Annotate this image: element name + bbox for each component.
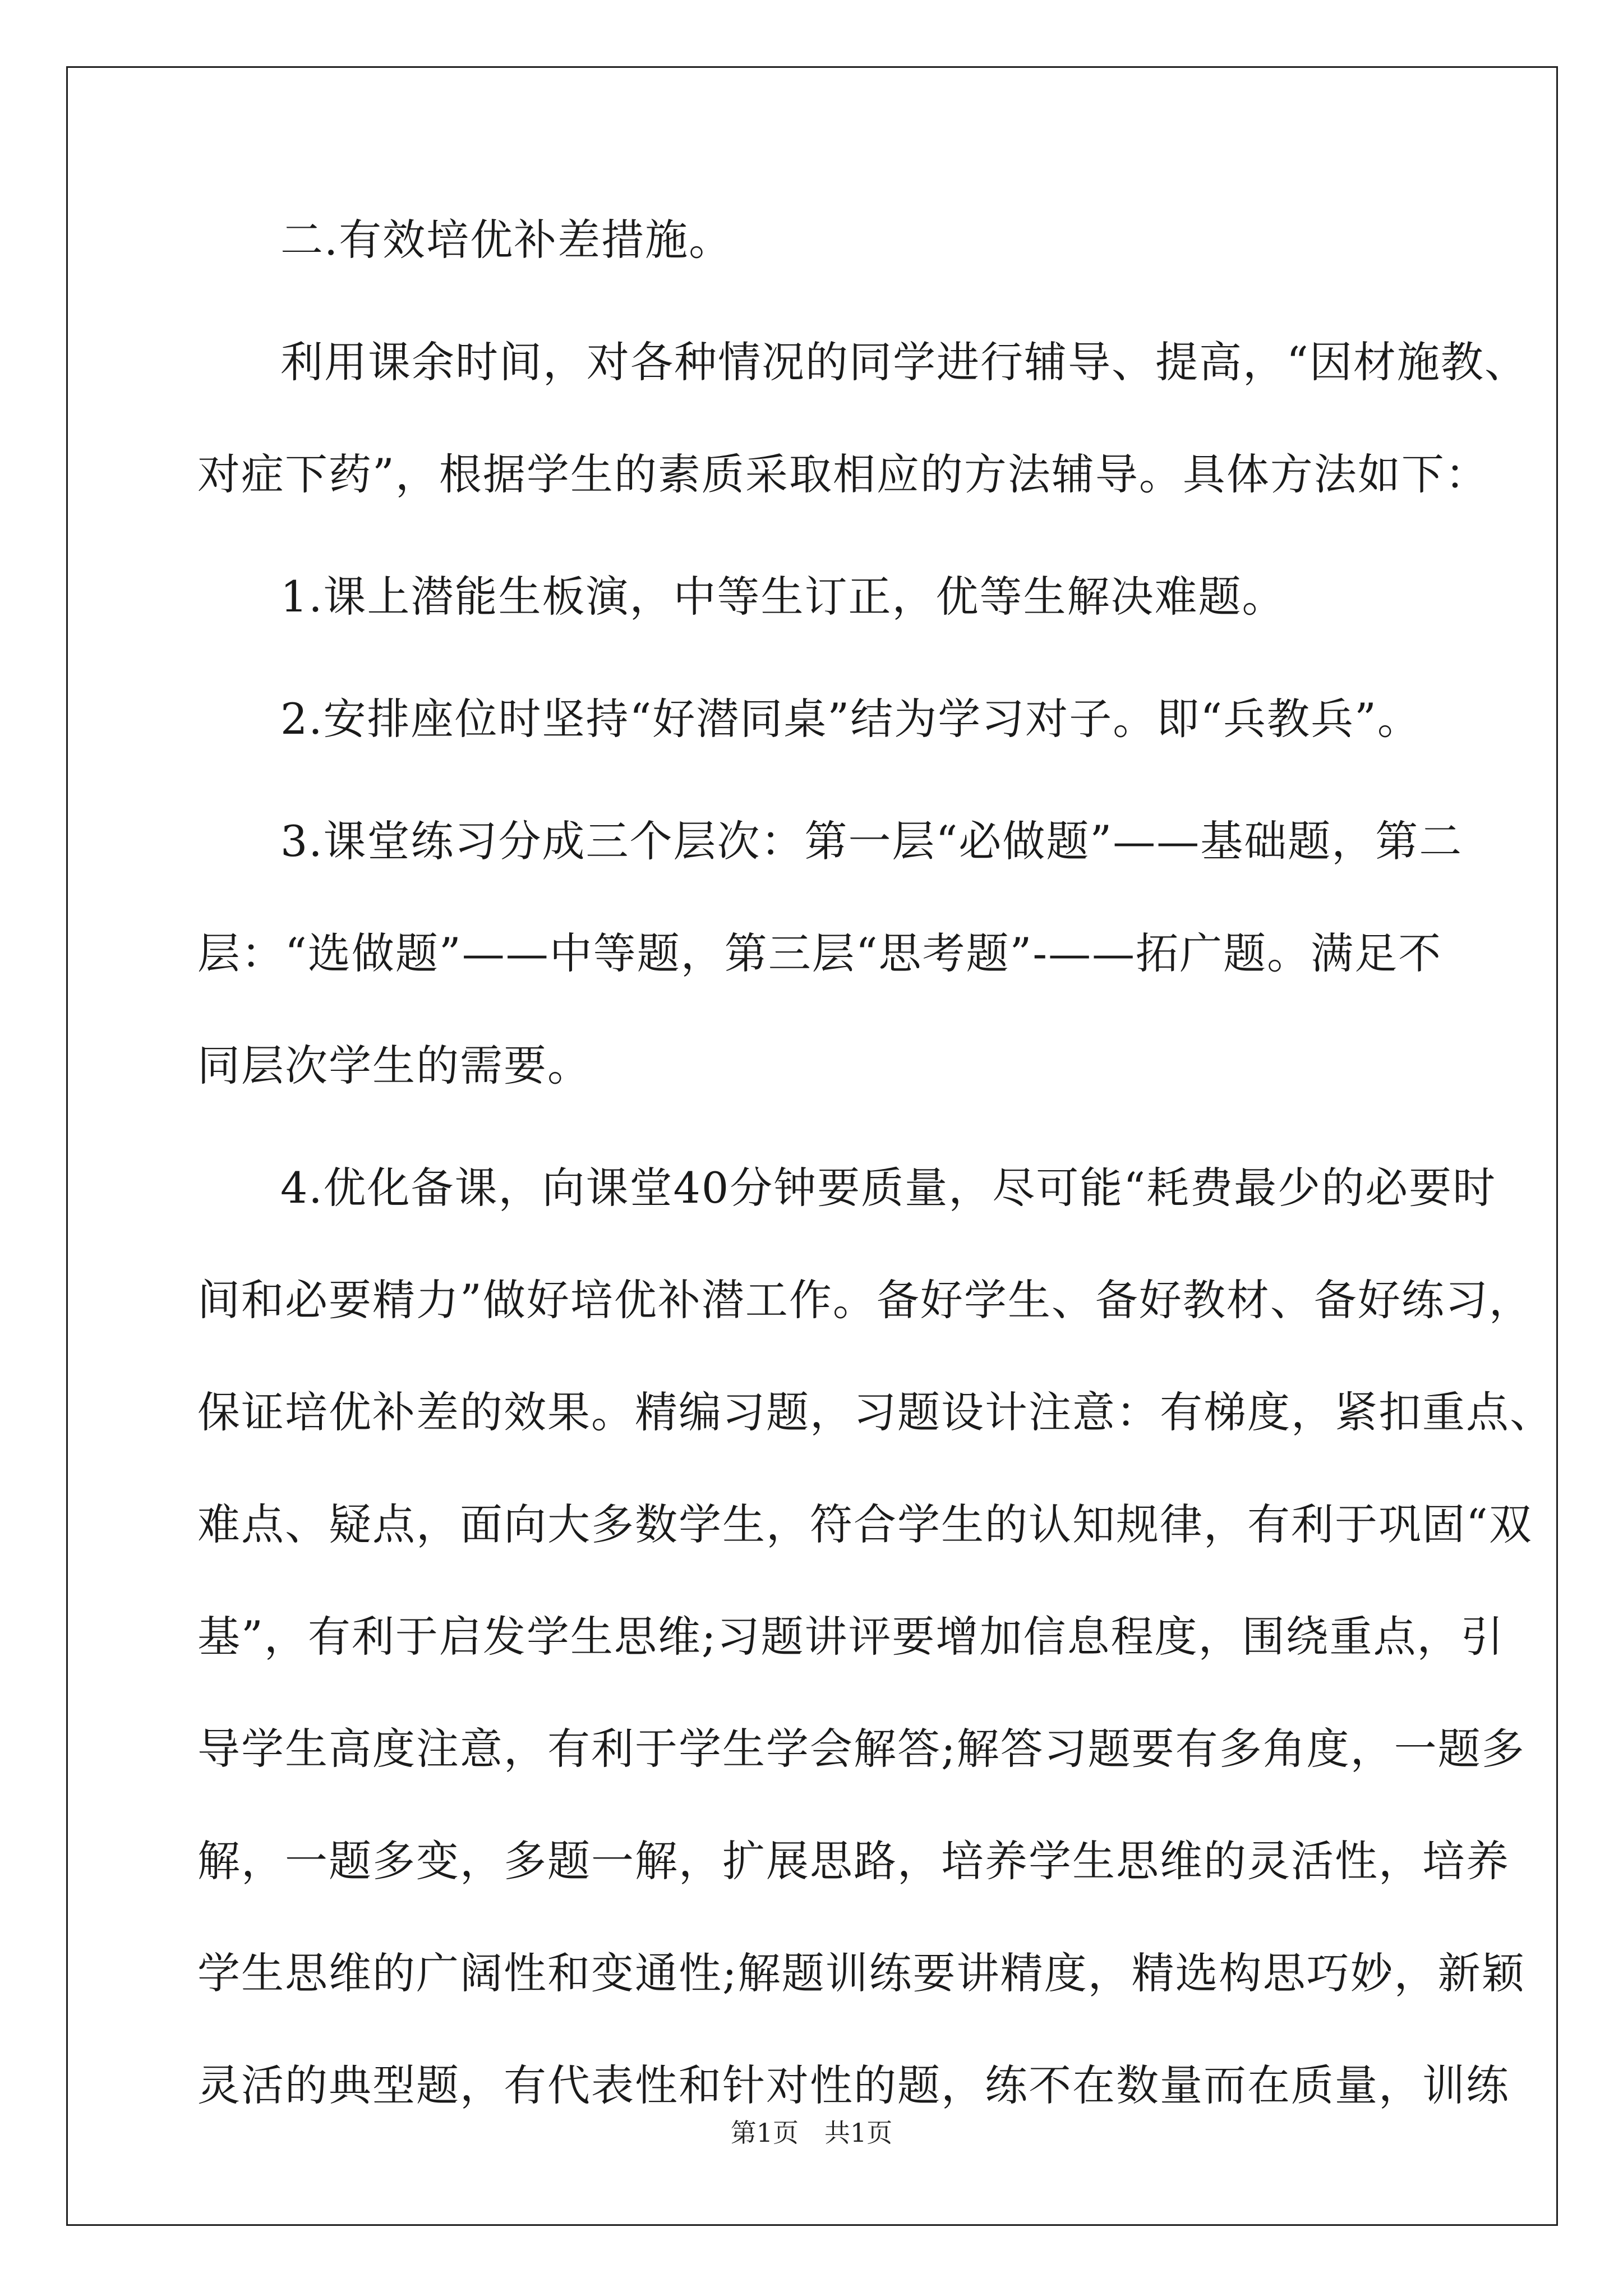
paragraph-line: 对症下药”，根据学生的素质采取相应的方法辅导。具体方法如下： — [197, 449, 1489, 499]
paragraph-line: 2.安排座位时坚持“好潜同桌”结为学习对子。即“兵教兵”。 — [280, 694, 1421, 744]
paragraph-line: 难点、疑点，面向大多数学生，符合学生的认知规律，有利于巩固“双 — [197, 1499, 1533, 1549]
paragraph-line: 3.课堂练习分成三个层次：第一层“必做题”——基础题，第二 — [280, 816, 1463, 866]
section-heading: 二.有效培优补差措施。 — [280, 215, 733, 265]
paragraph-line: 层：“选做题”——中等题，第三层“思考题”-——拓广题。满足不 — [197, 928, 1442, 978]
paragraph-line: 1.课上潜能生板演，中等生订正，优等生解决难题。 — [280, 572, 1286, 622]
paragraph-line: 基”，有利于启发学生思维;习题讲评要增加信息程度，围绕重点，引 — [197, 1612, 1505, 1662]
paragraph-line: 间和必要精力”做好培优补潜工作。备好学生、备好教材、备好练习， — [197, 1275, 1533, 1325]
paragraph-line: 解，一题多变，多题一解，扩展思路，培养学生思维的灵活性，培养 — [197, 1836, 1510, 1886]
paragraph-line: 利用课余时间，对各种情况的同学进行辅导、提高，“因材施教、 — [280, 337, 1528, 387]
paragraph-line: 灵活的典型题，有代表性和针对性的题，练不在数量而在质量，训练 — [197, 2060, 1510, 2110]
paragraph-line: 导学生高度注意，有利于学生学会解答;解答习题要有多角度，一题多 — [197, 1724, 1525, 1774]
paragraph-line: 4.优化备课，向课堂40分钟要质量，尽可能“耗费最少的必要时 — [280, 1163, 1497, 1213]
paragraph-line: 学生思维的广阔性和变通性;解题训练要讲精度，精选构思巧妙，新颖 — [197, 1948, 1525, 1998]
paragraph-line: 保证培优补差的效果。精编习题，习题设计注意：有梯度，紧扣重点、 — [197, 1387, 1553, 1437]
paragraph-line: 同层次学生的需要。 — [197, 1041, 591, 1091]
page-number: 第1页 共1页 — [730, 2118, 893, 2148]
